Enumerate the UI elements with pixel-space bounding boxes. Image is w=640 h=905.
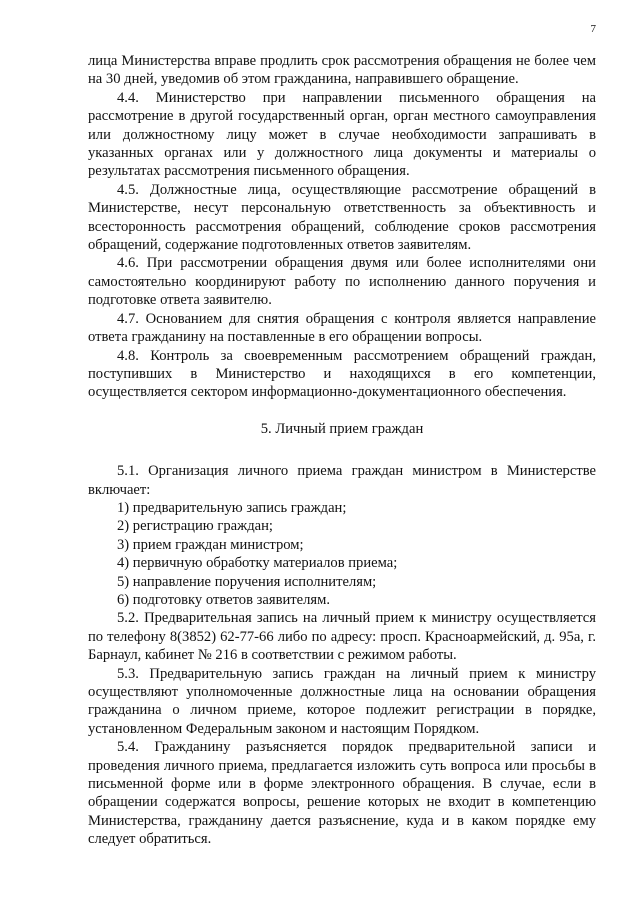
paragraph-4-6: 4.6. При рассмотрении обращения двумя или более исполнителями они самостоятельно координируют работу по исполнению данного поручения и подготовке ответа заявителю. xyxy=(88,255,596,309)
paragraph-4-5: 4.5. Должностные лица, осуществляющие рассмотрение обращений в Министерстве, несут персональную ответственность за объективность и всесторонность рассмотрения обращений, соблюдение сроков рассмотрения обращений, содержание подготовленных ответов заявителям. xyxy=(88,181,596,254)
list-item: 5) направление поручения исполнителям; xyxy=(117,573,377,590)
reception-steps-list xyxy=(88,499,596,609)
page-number: 7 xyxy=(590,23,596,35)
list-item: 1) предварительную запись граждан; xyxy=(117,499,347,516)
document-body xyxy=(88,52,596,849)
list-item: 6) подготовку ответов заявителям. xyxy=(117,591,331,608)
paragraph-5-2: 5.2. Предварительная запись на личный прием к министру осуществляется по телефону 8(3852) 62-77-66 либо по адресу: просп. Красноармейский, д. 95а, г. Барнаул, кабинет № 216 в соответствии с режимом работы. xyxy=(88,610,596,664)
section-heading: 5. Личный прием граждан xyxy=(260,420,424,437)
paragraph-continuation: лица Министерства вправе продлить срок рассмотрения обращения не более чем на 30 дней, уведомив об этом гражданина, направившего обращение. xyxy=(88,53,596,88)
paragraph-4-8: 4.8. Контроль за своевременным рассмотрением обращений граждан, поступивших в Министерство и находящихся в его компетенции, осуществляется сектором информационно-документационного обеспечения. xyxy=(88,347,596,401)
list-item: 4) первичную обработку материалов приема; xyxy=(117,555,398,572)
paragraph-4-7: 4.7. Основанием для снятия обращения с контроля является направление ответа гражданину на поставленные в его обращении вопросы. xyxy=(88,310,596,346)
paragraph-5-1: 5.1. Организация личного приема граждан министром в Министерстве включает: xyxy=(88,463,596,498)
paragraph-5-4: 5.4. Гражданину разъясняется порядок предварительной записи и проведения личного приема, предлагается изложить суть вопроса или просьбы в письменной форме или в форме электронного обращения. В случае, если в обращении содержатся вопросы, решение которых не входит в компетенцию Министерства, гражданину дается разъяснение, куда и в каком порядке ему следует обратиться. xyxy=(88,739,596,848)
list-item: 3) прием граждан министром; xyxy=(117,536,304,553)
paragraph-4-4: 4.4. Министерство при направлении письменного обращения на рассмотрение в другой государственный орган, орган местного самоуправления или должностному лицу может в случае необходимости запрашивать в указанных органах или у должностного лица документы и материалы о результатах рассмотрения письменного обращения. xyxy=(88,89,596,180)
paragraph-5-3: 5.3. Предварительную запись граждан на личный прием к министру осуществляют уполномоченные должностные лица на основании обращения гражданина о личном приеме, которое подлежит регистрации в порядке, установленном Федеральным законом и настоящим Порядком. xyxy=(88,665,596,737)
list-item: 2) регистрацию граждан; xyxy=(117,518,273,535)
